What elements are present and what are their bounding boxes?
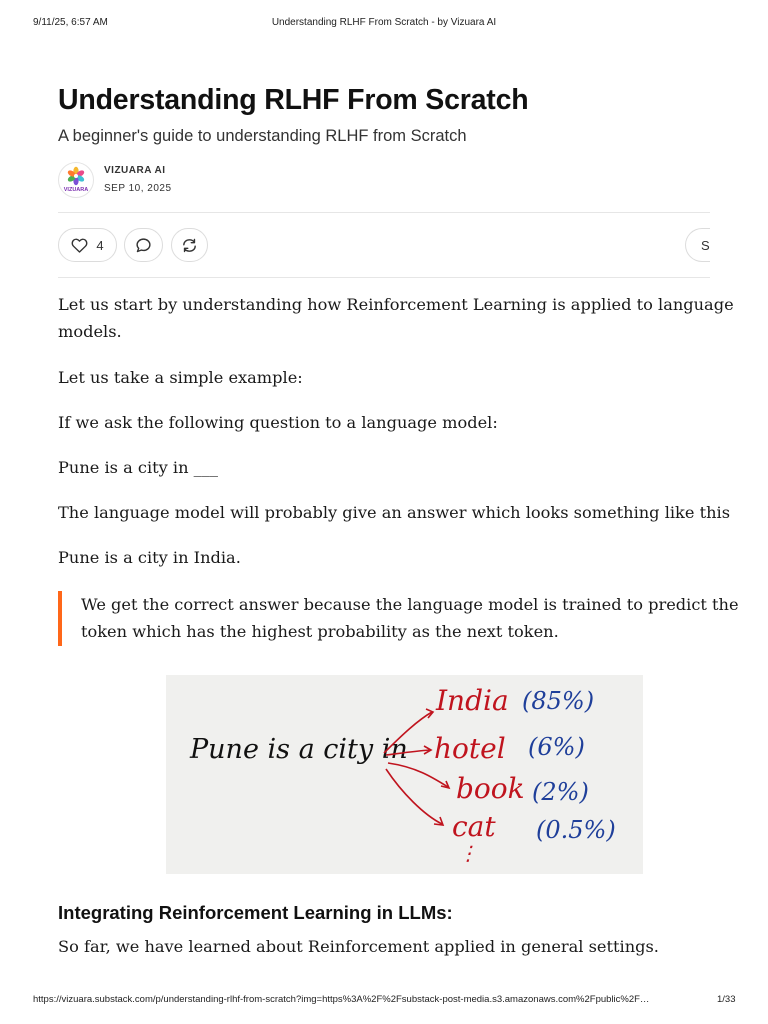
comment-button[interactable] (124, 228, 163, 262)
section-heading: Integrating Reinforcement Learning in LLMs: (58, 902, 453, 923)
comment-icon (135, 237, 152, 254)
blockquote-line: We get the correct answer because the language model is trained to predict the (81, 595, 739, 614)
like-count: 4 (96, 237, 104, 253)
print-datetime: 9/11/25, 6:57 AM (33, 17, 108, 28)
blockquote (81, 591, 739, 645)
figure-prob: (85%) (522, 687, 595, 715)
heart-icon (71, 238, 88, 253)
figure-drawing (166, 675, 643, 874)
vizuara-logo-icon (59, 163, 93, 197)
avatar-label: VIZUARA (63, 187, 89, 193)
figure-more: ⋮ (458, 841, 478, 865)
page-number: 1/33 (717, 994, 736, 1005)
figure-prob: (2%) (532, 778, 589, 806)
publish-date: SEP 10, 2025 (104, 183, 172, 194)
paragraph: models. (58, 322, 122, 341)
share-label: S (701, 237, 710, 253)
figure-prompt: Pune is a city in (190, 734, 408, 765)
paragraph: If we ask the following question to a language model: (58, 413, 498, 432)
figure-prob: (6%) (528, 733, 585, 761)
blockquote-bar (58, 591, 62, 646)
divider (58, 212, 710, 213)
print-url[interactable]: https://vizuara.substack.com/p/understanding-rlhf-from-scratch?img=https%3A%2F%2Fsubstack-post-media.s3.amazonaws.com%2Fpublic%2F… (33, 994, 650, 1005)
divider (58, 277, 710, 278)
like-button[interactable] (58, 228, 117, 262)
figure-prob: (0.5%) (536, 816, 616, 844)
paragraph: The language model will probably give an answer which looks something like this (58, 503, 730, 522)
figure-word: cat (452, 810, 496, 843)
figure-word: hotel (434, 732, 506, 765)
blockquote-line: token which has the highest probability as the next token. (81, 622, 559, 641)
print-header (0, 17, 768, 31)
author-name[interactable]: VIZUARA AI (104, 165, 166, 176)
handwritten-figure[interactable] (166, 675, 643, 874)
paragraph: Pune is a city in India. (58, 548, 241, 567)
share-button[interactable] (685, 228, 710, 262)
paragraph: Let us start by understanding how Reinforcement Learning is applied to language (58, 295, 734, 314)
print-title: Understanding RLHF From Scratch - by Vizuara AI (271, 17, 497, 28)
paragraph: Pune is a city in ___ (58, 458, 218, 477)
paragraph: Let us take a simple example: (58, 368, 303, 387)
page-subtitle: A beginner's guide to understanding RLHF from Scratch (58, 127, 467, 145)
restack-icon (181, 237, 198, 254)
avatar[interactable] (58, 162, 94, 198)
restack-button[interactable] (171, 228, 208, 262)
paragraph: So far, we have learned about Reinforcement applied in general settings. (58, 937, 659, 956)
page-title: Understanding RLHF From Scratch (58, 84, 529, 116)
figure-word: book (456, 772, 525, 805)
print-footer (0, 994, 768, 1008)
figure-word: India (436, 684, 509, 717)
